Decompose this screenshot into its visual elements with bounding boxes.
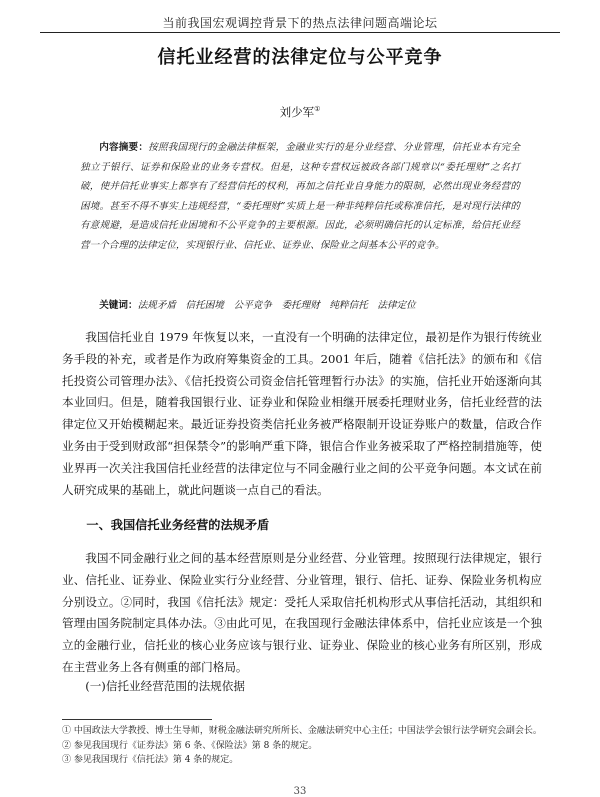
paper-title: 信托业经营的法律定位与公平竞争 bbox=[157, 47, 443, 68]
subsection-heading: (一)信托业经营范围的法规依据 bbox=[85, 679, 245, 693]
page-number: 33 bbox=[293, 786, 307, 797]
author-footnote-mark: ① bbox=[314, 105, 321, 114]
footnote-3: ③ 参见我国现行《信托法》第 4 条的规定。 bbox=[62, 755, 239, 765]
running-head: 当前我国宏观调控背景下的热点法律问题高端论坛 bbox=[162, 16, 438, 30]
section-paragraph: 我国不同金融行业之间的基本经营原则是分业经营、分业管理。按照现行法律规定，银行业、信托业、证券业、保险业实行分业经营、分业管理，银行、信托、证券、保险业务机构应分别设立。②同时，我国《信托法》规定：受托人采取信托机构形式从事信托活动，其组织和管理由国务院制定具体办法。③由此可见，在我国现行金融法律体系中，信托业应该是一个独立的金融行业，信托业的核心业务应该与银行业、证券业、保险业的核心业务有所区别，形成在主营业务上各有侧重的部门格局。 bbox=[62, 551, 542, 674]
footnote-rule bbox=[62, 719, 212, 720]
footnote-1: ① 中国政法大学教授、博士生导师，财税金融法研究所所长、金融法研究中心主任；中国法学会银行法学研究会副会长。 bbox=[62, 726, 542, 736]
keywords-text: 法规矛盾 信托困境 公平竞争 委托理财 纯粹信托 法律定位 bbox=[137, 300, 416, 311]
abstract-label: 内容摘要： bbox=[99, 142, 149, 153]
keywords-label: 关键词： bbox=[99, 300, 138, 311]
header-rule bbox=[40, 32, 560, 33]
abstract-text: 按照我国现行的金融法律框架，金融业实行的是分业经营、分业管理，信托业本有完全独立于银行、证券和保险业的业务专营权。但是，这种专营权远被政各部门规章以“委托理财”之名打破，使并信托业事实上都享有了经营信托的权利，再加之信托业自身能力的限制，必然出现业务经营的困境。甚至不得不事实上违规经营，“委托理财”实质上是一种非纯粹信托或称准信托，是对现行法律的有意规避，是造成信托业困境和不公平竞争的主要根源。因此，必须明确信托的认定标准，给信托业经营一个合理的法律定位，实现银行业、信托业、证券业、保险业之间基本公平的竞争。 bbox=[80, 142, 521, 251]
author-name: 刘少军 bbox=[279, 105, 315, 119]
keywords bbox=[80, 296, 520, 315]
footnotes bbox=[62, 724, 542, 768]
section-heading: 一、我国信托业务经营的法规矛盾 bbox=[86, 518, 270, 532]
footnote-2: ② 参见我国现行《证券法》第 6 条、《保险法》第 8 条的规定。 bbox=[62, 740, 318, 751]
intro-paragraph: 我国信托业自 1979 年恢复以来，一直没有一个明确的法律定位，最初是作为银行传统业务手段的补充，或者是作为政府筹集资金的工具。2001 年后，随着《信托法》的颁布和《信托投资公司管理办法》、《信托投资公司资金信托管理暂行办法》的实施，信托业开始逐渐向其本业回归。但是，随着我国银行业、证券业和保险业相继开展委托理财业务，信托业经营的法律定位又开始模糊起来。最近证券投资类信托业务被严格限制开设证券账户的数量，信政合作业务由于受到财政部“担保禁令”的影响严重下降，银信合作业务被采取了严格控制措施等，使业界再一次关注我国信托业经营的法律定位与不同金融行业之间的公平竞争问题。本文试在前人研究成果的基础上，就此问题谈一点自己的看法。 bbox=[62, 330, 542, 497]
abstract bbox=[80, 138, 520, 255]
author-line bbox=[40, 104, 560, 120]
